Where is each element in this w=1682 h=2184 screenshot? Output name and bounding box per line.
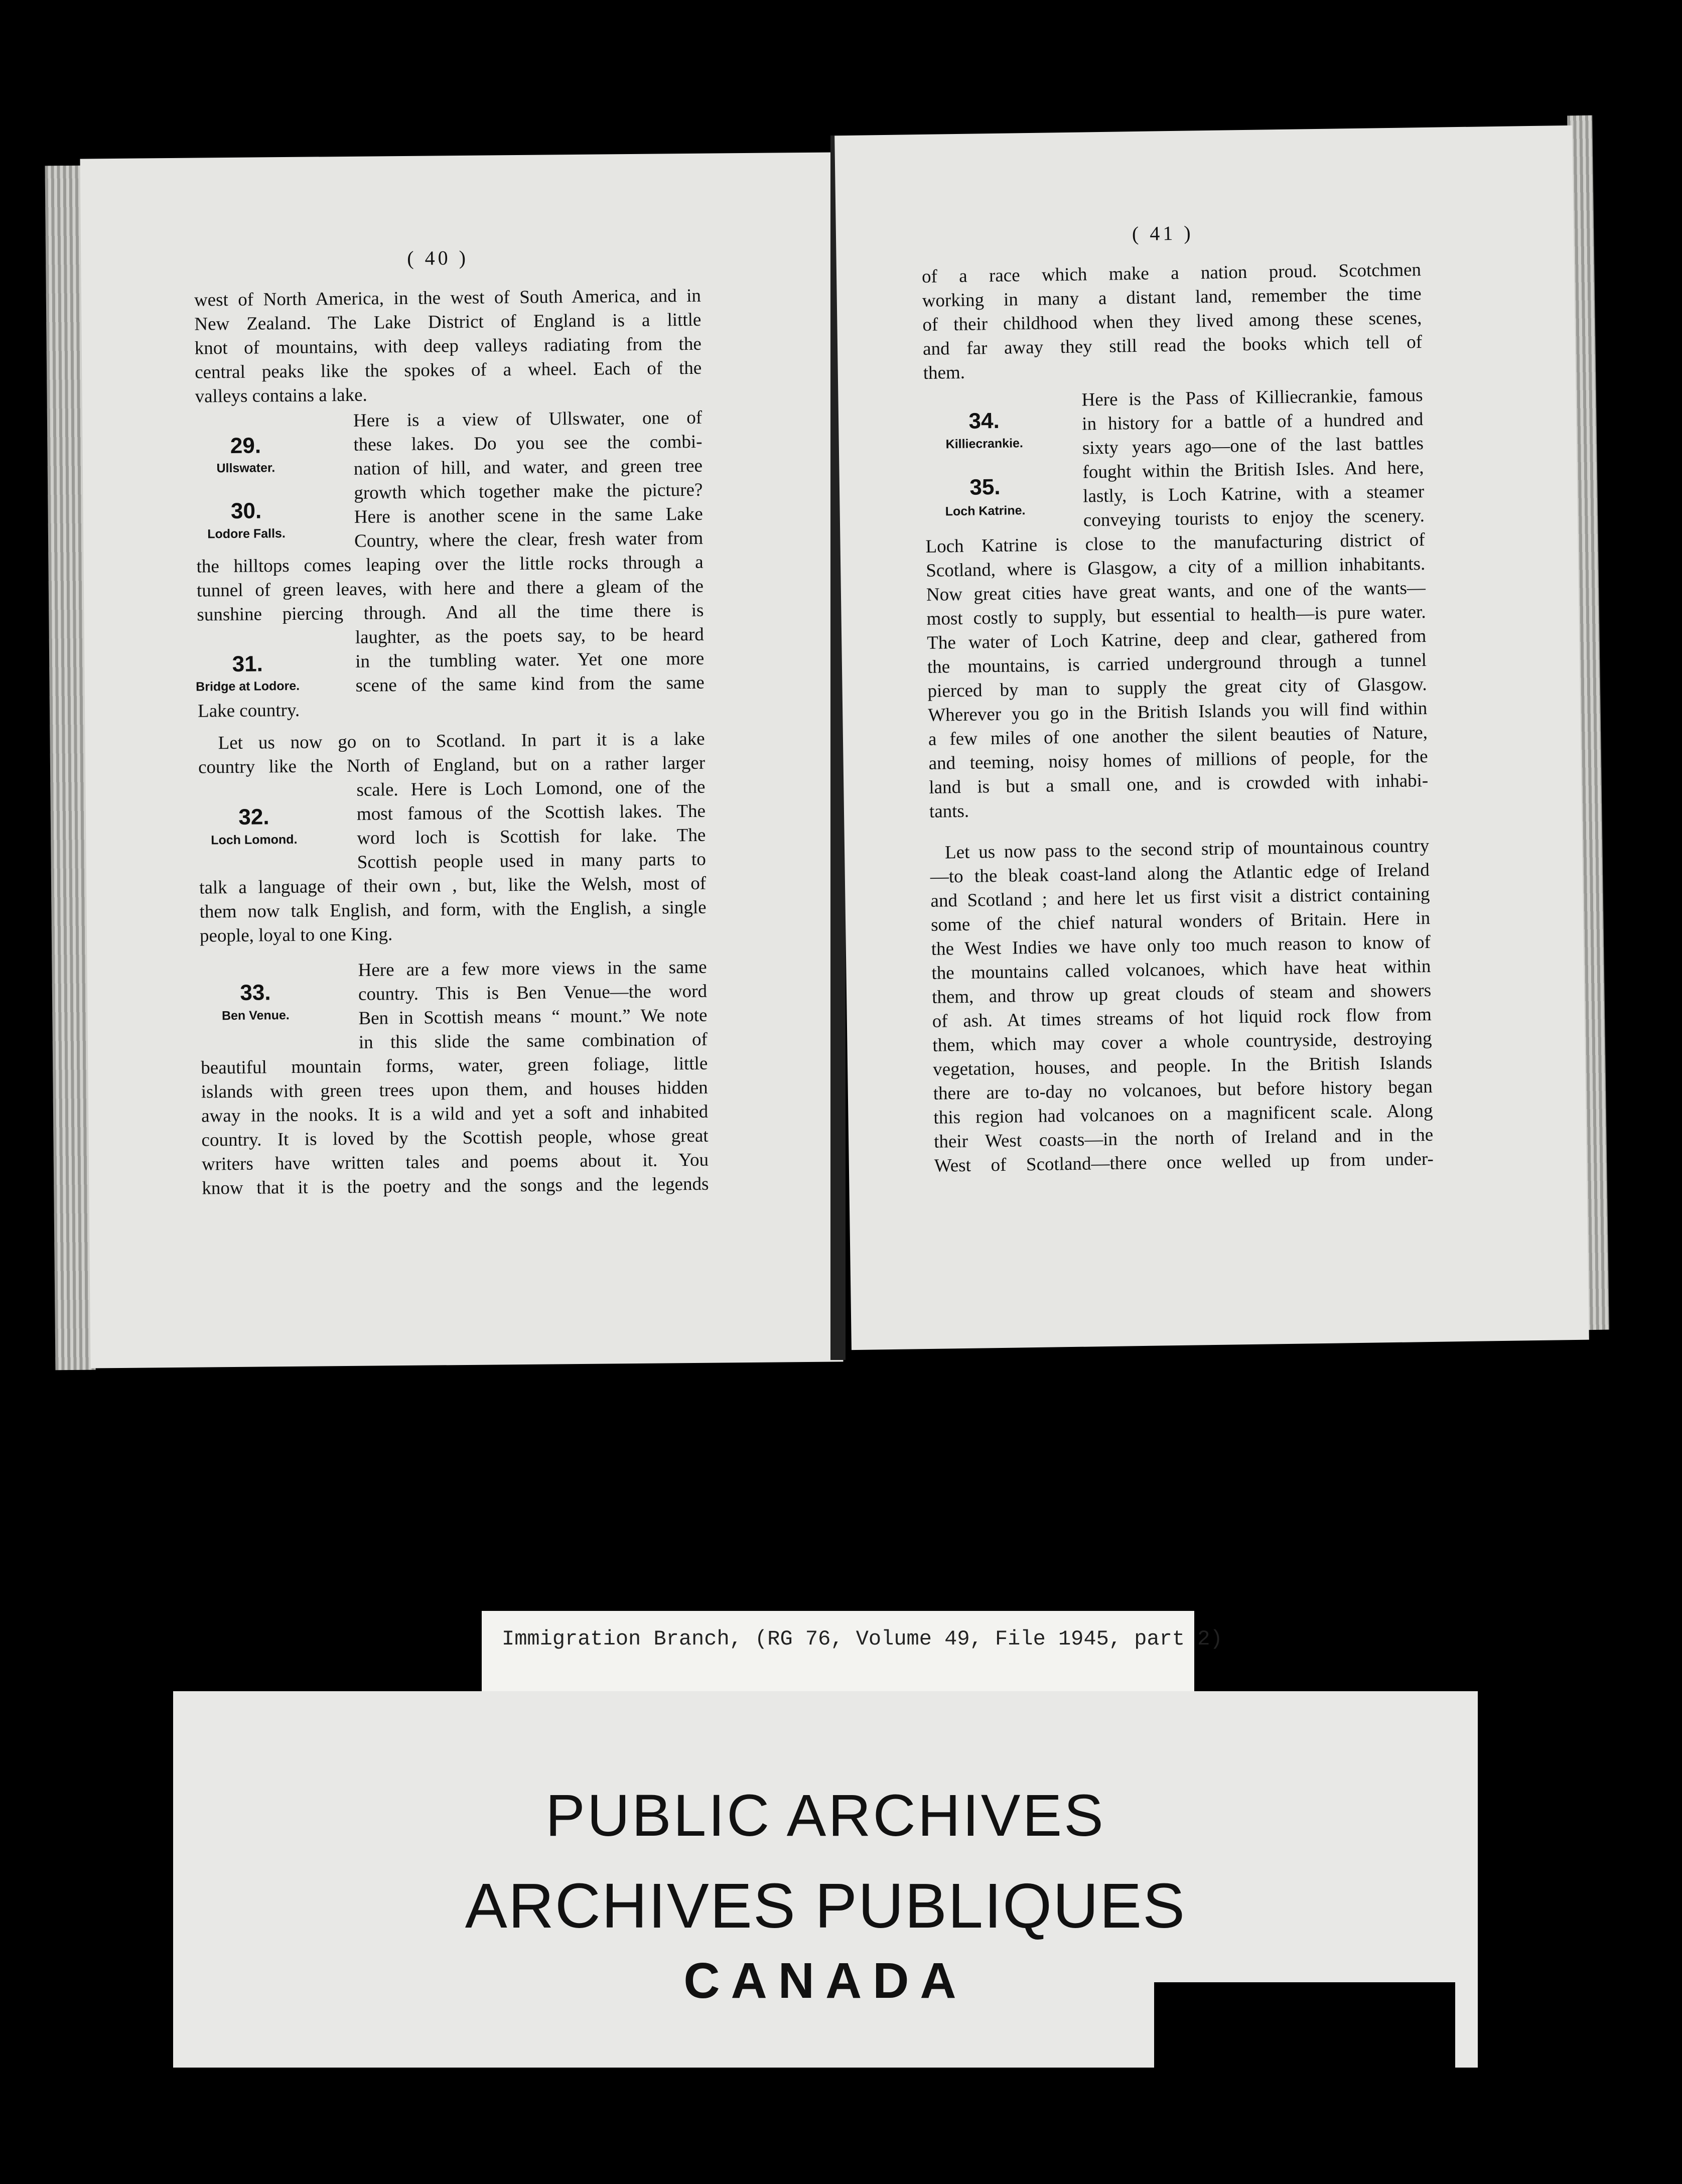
text-line: talk a language of their own , but, like the Welsh, most of [199, 873, 707, 898]
text-line: pierced by man to supply the great city of Glasgow. [927, 674, 1427, 702]
slide-number: 30. [230, 498, 262, 523]
stamp-line-country: CANADA [683, 1953, 967, 2009]
text-line: islands with green trees upon them, and houses hidden [201, 1077, 708, 1103]
text-line: them. [923, 362, 965, 383]
text-line: Wherever you go in the British Islands you will find within [928, 698, 1428, 726]
text-line: of ash. At times streams of hot liquid rock flow from [932, 1004, 1432, 1032]
text-line: fought within the British Isles. And here, [1082, 457, 1424, 483]
text-line: Ben in Scottish means “ mount.” We note [358, 1005, 708, 1029]
text-line: Scotland, where is Glasgow, a city of a million inhabitants. [926, 554, 1426, 581]
reference-text: Immigration Branch, (RG 76, Volume 49, File 1945, part 2) [502, 1627, 1223, 1651]
text-line: and far away they still read the books which tell of [922, 332, 1423, 359]
text-line: central peaks like the spokes of a wheel. Each of the [195, 357, 702, 383]
text-line: Let us now pass to the second strip of mountainous country [944, 835, 1430, 863]
text-line: Here are a few more views in the same [358, 957, 707, 981]
text-line: word loch is Scottish for lake. The [357, 825, 706, 849]
text-line: in history for a battle of a hundred and [1081, 409, 1424, 435]
text-line: Let us now go on to Scotland. In part it is a lake [218, 728, 705, 754]
text-line: working in many a distant land, remember the time [922, 284, 1422, 311]
text-line: West of Scotland—there once welled up from under- [934, 1148, 1434, 1176]
slide-caption: Loch Katrine. [945, 503, 1026, 519]
text-line: New Zealand. The Lake District of England is a little [194, 309, 702, 335]
text-line: Here is a view of Ullswater, one of [353, 407, 703, 431]
text-line: —to the bleak coast-land along the Atlantic edge of Ireland [930, 859, 1430, 887]
text-line: Here is the Pass of Killiecrankie, famous [1081, 385, 1423, 411]
text-line: the hilltops comes leaping over the little rocks through a [196, 552, 704, 577]
text-line: them, and throw up great clouds of steam and showers [931, 980, 1432, 1008]
stamp-line-french: ARCHIVES PUBLIQUES [465, 1870, 1186, 1941]
text-line: country. This is Ben Venue—the word [358, 981, 708, 1005]
text-line: Lake country. [197, 700, 300, 722]
text-line: Country, where the clear, fresh water from [354, 527, 704, 552]
text-line: in the tumbling water. Yet one more [355, 648, 705, 672]
text-line: lastly, is Loch Katrine, with a steamer [1082, 481, 1425, 507]
text-line: and Scotland ; and here let us first visit a district containing [930, 883, 1430, 911]
slide-caption: Killiecrankie. [945, 436, 1024, 452]
text-line: laughter, as the poets say, to be heard [355, 624, 705, 648]
text-line: most costly to supply, but essential to health—is pure water. [926, 602, 1426, 629]
text-line: growth which together make the picture? [354, 479, 703, 503]
text-line: these lakes. Do you see the combi- [353, 431, 703, 455]
text-line: Here is another scene in the same Lake [354, 503, 703, 527]
text-line: the mountains called volcanoes, which have heat within [931, 956, 1431, 984]
text-line: tants. [929, 800, 969, 822]
text-line: sunshine piercing through. And all the time there is [197, 600, 704, 625]
stamp-notch [1154, 1982, 1455, 2083]
text-line: conveying tourists to enjoy the scenery. [1083, 505, 1425, 531]
slide-number: 35. [969, 474, 1001, 500]
text-line: a few miles of one another the silent beauties of Nature, [928, 722, 1428, 750]
text-line: valleys contains a lake. [195, 384, 367, 407]
slide-caption: Ullswater. [216, 461, 275, 476]
text-line: west of North America, in the west of South America, and in [194, 285, 702, 311]
text-line: people, loyal to one King. [199, 924, 393, 946]
text-line: beautiful mountain forms, water, green foliage, little [201, 1053, 708, 1078]
text-line: the mountains, is carried underground through a tunnel [927, 650, 1427, 677]
text-line: land is but a small one, and is crowded with inhabi- [929, 770, 1429, 798]
text-line: country like the North of England, but on a rather larger [198, 752, 706, 778]
page-number: ( 40 ) [407, 246, 469, 269]
text-line: Now great cities have great wants, and one of the wants— [926, 578, 1426, 605]
text-line: knot of mountains, with deep valleys radiating from the [194, 333, 702, 359]
slide-caption: Ben Venue. [221, 1008, 290, 1023]
text-line: and teeming, noisy homes of millions of people, for the [928, 746, 1428, 774]
text-line: the West Indies we have only too much reason to know of [931, 931, 1431, 960]
text-line: scene of the same kind from the same [355, 672, 705, 696]
text-line: of their childhood when they lived among these scenes, [922, 308, 1422, 335]
text-line: writers have written tales and poems about it. You [201, 1149, 709, 1175]
text-line: know that it is the poetry and the songs and the legends [202, 1173, 709, 1199]
right-page [834, 125, 1589, 1350]
text-line: tunnel of green leaves, with here and there a gleam of the [196, 576, 704, 601]
text-line: sixty years ago—one of the last battles [1082, 433, 1424, 459]
slide-number: 29. [230, 433, 261, 458]
slide-number: 33. [240, 980, 271, 1005]
text-line: nation of hill, and water, and green tree [353, 455, 703, 479]
text-line: there are to-day no volcanoes, but before history began [933, 1076, 1433, 1104]
text-line: in this slide the same combination of [358, 1029, 708, 1053]
text-line: their West coasts—in the north of Ireland and in the [933, 1124, 1434, 1152]
slide-number: 31. [232, 651, 263, 676]
text-line: The water of Loch Katrine, deep and clear, gathered from [927, 626, 1427, 653]
text-line: them, which may cover a whole countryside, destroying [932, 1028, 1432, 1056]
text-line: Scottish people used in many parts to [357, 849, 706, 873]
slide-number: 34. [968, 408, 1000, 434]
text-line: country. It is loved by the Scottish people, whose great [201, 1125, 709, 1151]
text-line: some of the chief natural wonders of Britain. Here in [930, 907, 1431, 935]
text-line: scale. Here is Loch Lomond, one of the [356, 776, 706, 800]
text-line: away in the nooks. It is a wild and yet a soft and inhabited [201, 1101, 709, 1127]
stamp-line-english: PUBLIC ARCHIVES [545, 1783, 1105, 1849]
text-line: this region had volcanoes on a magnificent scale. Along [933, 1100, 1433, 1128]
text-line: them now talk English, and form, with the English, a single [199, 897, 707, 922]
text-line: of a race which make a nation proud. Scotchmen [921, 259, 1422, 287]
slide-number: 32. [238, 804, 269, 830]
slide-caption: Bridge at Lodore. [196, 678, 300, 694]
text-line: Loch Katrine is close to the manufacturing district of [925, 529, 1425, 557]
slide-caption: Lodore Falls. [207, 526, 286, 541]
page-number: ( 41 ) [1132, 221, 1194, 245]
text-line: most famous of the Scottish lakes. The [356, 800, 706, 825]
slide-caption: Loch Lomond. [211, 832, 298, 848]
text-line: vegetation, houses, and people. In the British Islands [932, 1052, 1433, 1080]
left-page [80, 153, 844, 1369]
